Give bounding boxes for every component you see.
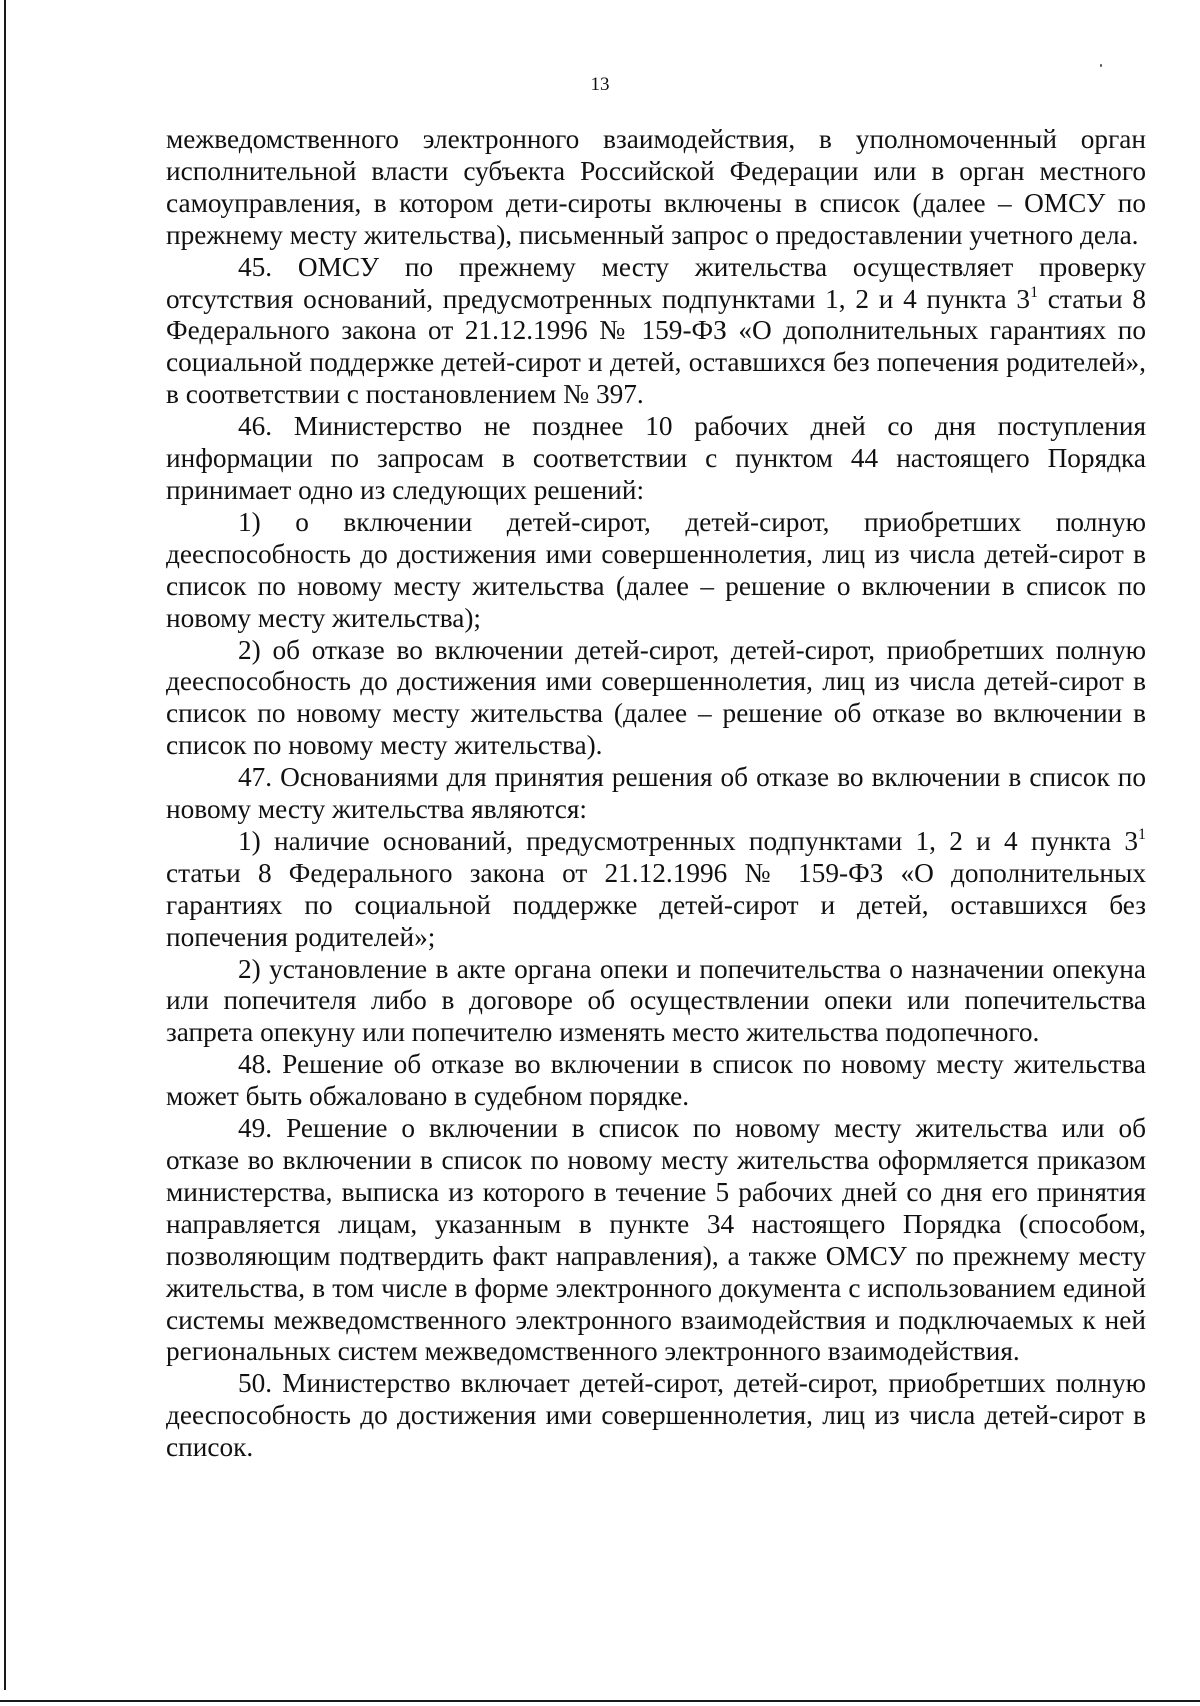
paragraph-45-superscript: 1: [1030, 283, 1039, 301]
paragraph-47-item-1-text-b: статьи 8 Федерального закона от 21.12.1996 № 159-ФЗ «О дополнительных гарантиях по социальной поддержке детей-сирот и детей, оставшихся без попечения родителей»;: [166, 857, 1146, 952]
paragraph-47-item-1-text-a: 1) наличие оснований, предусмотренных подпунктами 1, 2 и 4 пункта 3: [238, 825, 1138, 856]
paragraph-45-text-a: 45. ОМСУ по прежнему месту жительства осуществляет проверку отсутствия оснований, предусмотренных подпунктами 1, 2 и 4 пункта 3: [166, 251, 1146, 314]
paragraph-45: [166, 252, 1146, 412]
paragraph-48: 48. Решение об отказе во включении в список по новому месту жительства может быть обжаловано в судебном порядке.: [166, 1049, 1146, 1112]
paragraph-46: 46. Министерство не позднее 10 рабочих дней со дня поступления информации по запросам в соответствии с пунктом 44 настоящего Порядка принимает одно из следующих решений:: [166, 411, 1146, 505]
paragraph-49: 49. Решение о включении в список по новому месту жительства или об отказе во включении в список по новому месту жительства оформляется приказом министерства, выписка из которого в течение 5 рабочих дней со дня его принятия направляется лицам, указанным в пункте 34 настоящего Порядка (способом, позволяющим подтвердить факт направления), а также ОМСУ по прежнему месту жительства, в том числе в форме электронного документа с использованием единой системы межведомственного электронного взаимодействия и подключаемых к ней региональных систем межведомственного электронного взаимодействия.: [166, 1113, 1146, 1367]
paragraph-continuation: межведомственного электронного взаимодействия, в уполномоченный орган исполнительной власти субъекта Российской Федерации или в орган местного самоуправления, в котором дети-сироты включены в список (далее – ОМСУ по прежнему месту жительства), письменный запрос о предоставлении учетного дела.: [166, 124, 1146, 250]
paragraph-47-item-1-superscript: 1: [1138, 825, 1146, 843]
document-body: [166, 124, 1146, 1464]
paragraph-45-text-b: статьи 8 Федерального закона от 21.12.1996 № 159-ФЗ «О дополнительных гарантиях по социальной поддержке детей-сирот и детей, оставшихся без попечения родителей», в соответствии с постановлением № 397.: [166, 283, 1146, 410]
paragraph-46-item-1: 1) о включении детей-сирот, детей-сирот, приобретших полную дееспособность до достижения ими совершеннолетия, лиц из числа детей-сирот в список по новому месту жительства (далее – решение о включении в список по новому месту жительства);: [166, 506, 1146, 633]
paragraph-50: 50. Министерство включает детей-сирот, детей-сирот, приобретших полную дееспособность до достижения ими совершеннолетия, лиц из числа детей-сирот в список.: [166, 1368, 1146, 1463]
paragraph-46-item-2: 2) об отказе во включении детей-сирот, детей-сирот, приобретших полную дееспособность до достижения ими совершеннолетия, лиц из числа детей-сирот в список по новому месту жительства (далее – решение об отказе во включении в список по новому месту жительства).: [166, 634, 1146, 761]
scan-edge-left: [4, 0, 6, 1690]
scan-edge-bottom: [0, 1700, 1200, 1702]
paragraph-47: 47. Основаниями для принятия решения об отказе во включении в список по новому месту жительства являются:: [166, 762, 1146, 825]
scan-speck: [1100, 64, 1102, 67]
page-number: 13: [590, 74, 610, 95]
paragraph-47-item-2: 2) установление в акте органа опеки и попечительства о назначении опекуна или попечителя либо в договоре об осуществлении опеки или попечительства запрета опекуну или попечителю изменять место жительства подопечного.: [166, 953, 1146, 1048]
paragraph-47-item-1: [166, 826, 1146, 954]
